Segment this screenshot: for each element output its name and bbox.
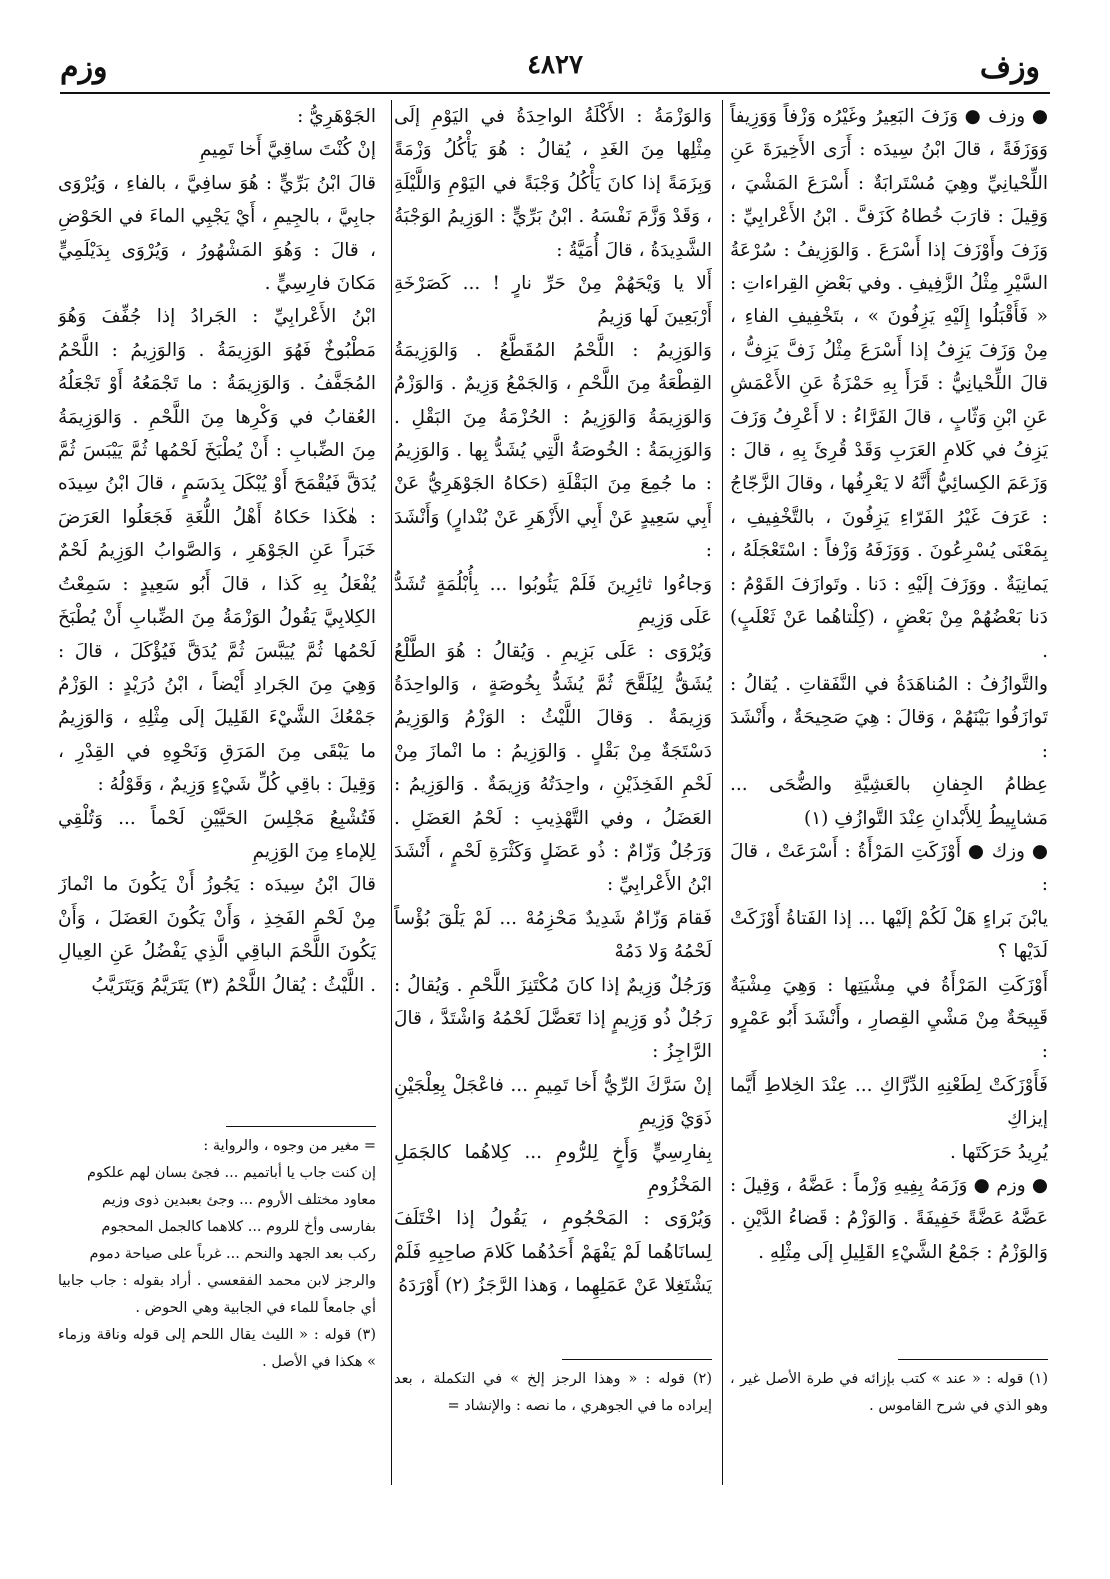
- footnote-rule: [226, 1126, 376, 1127]
- footnote-rule: [562, 1359, 712, 1360]
- footnote: (١) قوله : « عند » كتب بإزائه في طرة الأصل غير ، وهو الذي في شرح القاموس .: [730, 1371, 1048, 1414]
- footnote: (٢) قوله : « وهذا الرجز إلخ » في التكملة ، بعد إيراده ما في الجوهري ، ما نصه : والإنشاد =: [394, 1371, 712, 1414]
- column-separator: [391, 100, 392, 1485]
- header-rule: [60, 92, 1050, 94]
- right-column: [730, 100, 1048, 1485]
- left-column: [58, 100, 376, 1485]
- header-right-word: وزف: [979, 50, 1040, 85]
- footnote-rule: [898, 1359, 1048, 1360]
- column-text: الجَوْهَرِيُّ : إنْ كُنْتَ ساقِيَّ أَخا تَمِيمِ قالَ ابْنُ بَرِّيٍّ : هُوَ سافِيَّ ، بالفاءِ ، وَيُرْوَى جابِيَّ ، بالجِيمِ ، أَيْ يَجْبِي الماءَ في الحَوْضِ ، قالَ : وَهُوَ المَشْهُورُ ، وَيُرْوَى بِدَيْلَمِيٍّ مَكانَ فارِسِيٍّ . ابْنُ الأَعْرابِيِّ : الجَرادُ إذا جُفِّفَ وَهُوَ مَطْبُوخٌ فَهُوَ الوَزِيمَةُ . وَالوَزِيمُ : اللَّحْمُ المُجَفَّفُ . وَالوَزِيمَةُ : ما تَجْمَعُهُ أَوْ تَجْعَلُهُ العُقابُ في وَكْرِها مِنَ اللَّحْمِ . وَالوَزِيمَةُ مِنَ الضِّبابِ : أَنْ يُطْبَخَ لَحْمُها ثُمَّ يَيْبَسَ ثُمَّ يُدَقَّ فَيُقْمَحَ أَوْ يُبْكَلَ بِدَسَمٍ ، قالَ ابْنُ سِيدَه : هٰكَذا حَكاهُ أَهْلُ اللُّغَةِ فَجَعَلُوا العَرَضَ خَبَراً عَنِ الجَوْهَرِ ، وَالصَّوابُ الوَزِيمُ لَحْمٌ يُفْعَلُ بِهِ كَذا ، قالَ أَبُو سَعِيدٍ : سَمِعْتُ الكِلابِيَّ يَقُولُ الوَزْمَةُ مِنَ الضِّبابِ أَنْ يُطْبَخَ لَحْمُها ثُمَّ يُيَبَّسَ ثُمَّ يُدَقَّ فَيُؤْكَلَ ، قالَ : وَهِيَ مِنَ الجَرادِ أَيْضاً ، ابْنُ دُرَيْدٍ : الوَزْمُ جَمْعُكَ الشَّيْءَ القَلِيلَ إلَى مِثْلِهِ ، وَالوَزِيمُ ما يَبْقَى مِنَ المَرَقِ وَنَحْوِهِ في القِدْرِ ، وَقِيلَ : باقِي كُلِّ شَيْءٍ وَزِيمٌ ، وَقَوْلُهُ : فَتُشْبِعُ مَجْلِسَ الحَيَّيْنِ لَحْماً ... وَتُلْقِي لِلإماءِ مِنَ الوَزِيمِ قالَ ابْنُ سِيدَه : يَجُوزُ أَنْ يَكُونَ ما انْمازَ مِنْ لَحْمِ الفَخِذِ ، وَأَنْ يَكُونَ العَضَلَ ، وَأَنْ يَكُونَ اللَّحْمَ الباقِي الَّذِي يَفْضُلُ عَنِ العِيالِ . اللَّيْثُ : يُقالُ اللَّحْمُ (٣) يَتَرَيَّمُ وَيَتَرَيَّبُ: [58, 106, 376, 996]
- column-separator: [722, 100, 723, 1485]
- header-left-word: وزم: [60, 50, 108, 85]
- middle-column: [394, 100, 712, 1485]
- footnote: = مغير من وجوه ، والرواية : إن كنت جاب يا أباتميم ... فجئ بسان لهم علكوم معاود مختلف الأروم ... وجئ بعبدين ذوى وزيم بفارسى وأخ للروم ... كلاهما كالجمل المحجوم ركب بعد الجهد والنحم ... غرباً على صياحة دموم والرجز لابن محمد الفقعسي . أراد بقوله : جاب جابيا أي جامعاً للماء في الجابية وهي الحوض . (٣) قوله : « الليث يقال اللحم إلى قوله وناقة وزماء » هكذا في الأصل .: [58, 1138, 376, 1370]
- column-text: ● وزف ● وَزَفَ البَعِيرُ وغَيْرُه وَزْفاً وَوَزِيفاً وَوَزَفَةً ، قالَ ابْنُ سِيدَه : أَرَى الأَخِيرَةَ عَنِ اللِّحْيانِيِّ وهِيَ مُسْتَرابَةٌ : أَسْرَعَ المَشْيَ ، وَقِيلَ : قارَبَ خُطاهُ كَزَفَّ . ابْنُ الأَعْرابِيِّ : وَزَفَ وأَوْزَفَ إذا أَسْرَعَ . وَالوَزِيفُ : سُرْعَةُ السَّيْرِ مِثْلُ الزَّفِيفِ . وفي بَعْضِ القِراءاتِ : « فَأَقْبَلُوا إِلَيْهِ يَزِفُونَ » ، بتَخْفِيفِ الفاءِ ، مِنْ وَزَفَ يَزِفُ إذا أَسْرَعَ مِثْلُ زَفَّ يَزِفُّ ، قالَ اللِّحْيانِيُّ : قَرَأَ بِهِ حَمْزَةُ عَنِ الأَعْمَشِ عَنِ ابْنِ وَثّابٍ ، قالَ الفَرَّاءُ : لا أَعْرِفُ وَزَفَ يَزِفُ في كَلامِ العَرَبِ وَقَدْ قُرِئَ بِهِ ، قالَ : وَزَعَمَ الكِسائِيُّ أَنَّهُ لا يَعْرِفُها ، وقالَ الزَّجّاجُ : عَرَفَ غَيْرُ الفَرّاءِ يَزِفُونَ ، بالتَّخْفِيفِ ، بِمَعْنَى يُسْرِعُونَ . وَوَزَفَهُ وَزْفاً : اسْتَعْجَلَهُ ، يَمانِيَةٌ . ووَزَفَ إلَيْهِ : دَنا . وتَوازَفَ القَوْمُ : دَنا بَعْضُهُمْ مِنْ بَعْضٍ ، (كِلْتاهُما عَنْ ثَعْلَبٍ) . والتَّوازُفُ : المُناهَدَةُ في النَّفَقاتِ . يُقالُ : تَوازَفُوا بَيْنَهُمْ ، وَقالَ : هِيَ صَحِيحَةٌ ، وأَنْشَدَ : عِظامُ الجِفانِ بالعَشِيَّةِ والضُّحَى ... مَشايِيطُ لِلأَبْدانِ عِنْدَ التَّوازُفِ (١) ● وزك ● أَوْزَكَتِ المَرْأَةُ : أَسْرَعَتْ ، قالَ : يابْنَ بَراءٍ هَلْ لَكُمْ إلَيْها ... إذا الفَتاةُ أَوْزَكَتْ لَدَيْها ؟ أَوْزَكَتِ المَرْأَةُ في مِشْيَتِها : وَهِيَ مِشْيَةٌ قَبِيحَةٌ مِنْ مَشْيِ القِصارِ ، وأَنْشَدَ أَبُو عَمْرٍو : فَأَوْزَكَتْ لِطَعْنِهِ الدِّرَّاكِ ... عِنْدَ الخِلاطِ أَيَّما إيزاكِ يُرِيدُ حَرَكَتَها . ● وزم ● وَزَمَهُ بِفِيهِ وَزْماً : عَضَّهُ ، وَقِيلَ : عَضَّهُ عَضَّةً خَفِيفَةً . وَالوَزْمُ : قَضاءُ الدَّيْنِ . وَالوَزْمُ : جَمْعُ الشَّيْءِ القَلِيلِ إلَى مِثْلِهِ .: [730, 106, 1048, 1263]
- page-number: ٤٨٢٧: [527, 50, 583, 80]
- column-text: وَالوَزْمَةُ : الأَكْلَةُ الواحِدَةُ في اليَوْمِ إلَى مِثْلِها مِنَ الغَدِ ، يُقالُ : هُوَ يَأْكُلُ وَزْمَةً وَبِزَمَةً إذا كانَ يَأْكُلُ وَجْبَةً في اليَوْمِ وَاللَّيْلَةِ ، وَقَدْ وَزَّمَ نَفْسَهُ . ابْنُ بَرِّيٍّ : الوَزِيمُ الوَجْبَةُ الشَّدِيدَةُ ، قالَ أُمَيَّةُ : أَلا يا وَيْحَهُمْ مِنْ حَرِّ نارٍ ! ... كَصَرْخَةِ أَرْبَعِينَ لَها وَزِيمُ وَالوَزِيمُ : اللَّحْمُ المُقَطَّعُ . وَالوَزِيمَةُ القِطْعَةُ مِنَ اللَّحْمِ ، وَالجَمْعُ وَزِيمٌ . وَالوَزْمُ وَالوَزِيمَةُ وَالوَزِيمُ : الحُزْمَةُ مِنَ البَقْلِ . وَالوَزِيمَةُ : الخُوصَةُ الَّتِي يُشَدُّ بِها . وَالوَزِيمُ : ما جُمِعَ مِنَ البَقْلَةِ (حَكاهُ الجَوْهَرِيُّ عَنْ أَبِي سَعِيدٍ عَنْ أَبِي الأَزْهَرِ عَنْ بُنْدارٍ) وَأَنْشَدَ : وَجاءُوا ثائِرِينَ فَلَمْ يَئُوبُوا ... بِأُبْلُمَةٍ تُشَدُّ عَلَى وَزِيمِ وَيُرْوَى : عَلَى بَزِيمِ . وَيُقالُ : هُوَ الطَّلْعُ يُشَقُّ لِيُلَقَّحَ ثُمَّ يُشَدُّ بِخُوصَةٍ ، وَالواحِدَةُ وَزِيمَةٌ . وَقالَ اللَّيْثُ : الوَزْمُ وَالوَزِيمُ دَسْتَجَةٌ مِنْ بَقْلٍ . وَالوَزِيمُ : ما انْمازَ مِنْ لَحْمِ الفَخِذَيْنِ ، واحِدَتُهُ وَزِيمَةٌ . وَالوَزِيمُ : العَضَلُ ، وفي التَّهْذِيبِ : لَحْمُ العَضَلِ . وَرَجُلٌ وَزّامٌ : ذُو عَضَلٍ وَكَثْرَةِ لَحْمٍ ، أَنْشَدَ ابْنُ الأَعْرابِيِّ : فَقامَ وَزّامٌ شَدِيدٌ مَحْزِمُهْ ... لَمْ يَلْقَ بُؤْساً لَحْمُهُ وَلا دَمُهْ وَرَجُلٌ وَزِيمٌ إذا كانَ مُكْتَنِزَ اللَّحْمِ . وَيُقالُ : رَجُلٌ ذُو وَزِيمٍ إذا تَعَضَّلَ لَحْمُهُ وَاشْتَدَّ ، قالَ الرَّاجِزُ : إنْ سَرَّكَ الرِّيُّ أَخا تَمِيمِ ... فاعْجَلْ بِعِلْجَيْنِ ذَوَيْ وَزِيمِ بِفارِسِيٍّ وَأَخٍ لِلرُّومِ ... كِلاهُما كالجَمَلِ المَخْزُومِ وَيُرْوَى : المَحْجُومِ ، يَقُولُ إذا اخْتَلَفَ لِسانَاهُما لَمْ يَفْهَمْ أَحَدُهُما كَلامَ صاحِبِهِ فَلَمْ يَشْتَغِلا عَنْ عَمَلِهِما ، وَهذا الرَّجَزُ (٢) أَوْرَدَهُ: [394, 106, 712, 1297]
